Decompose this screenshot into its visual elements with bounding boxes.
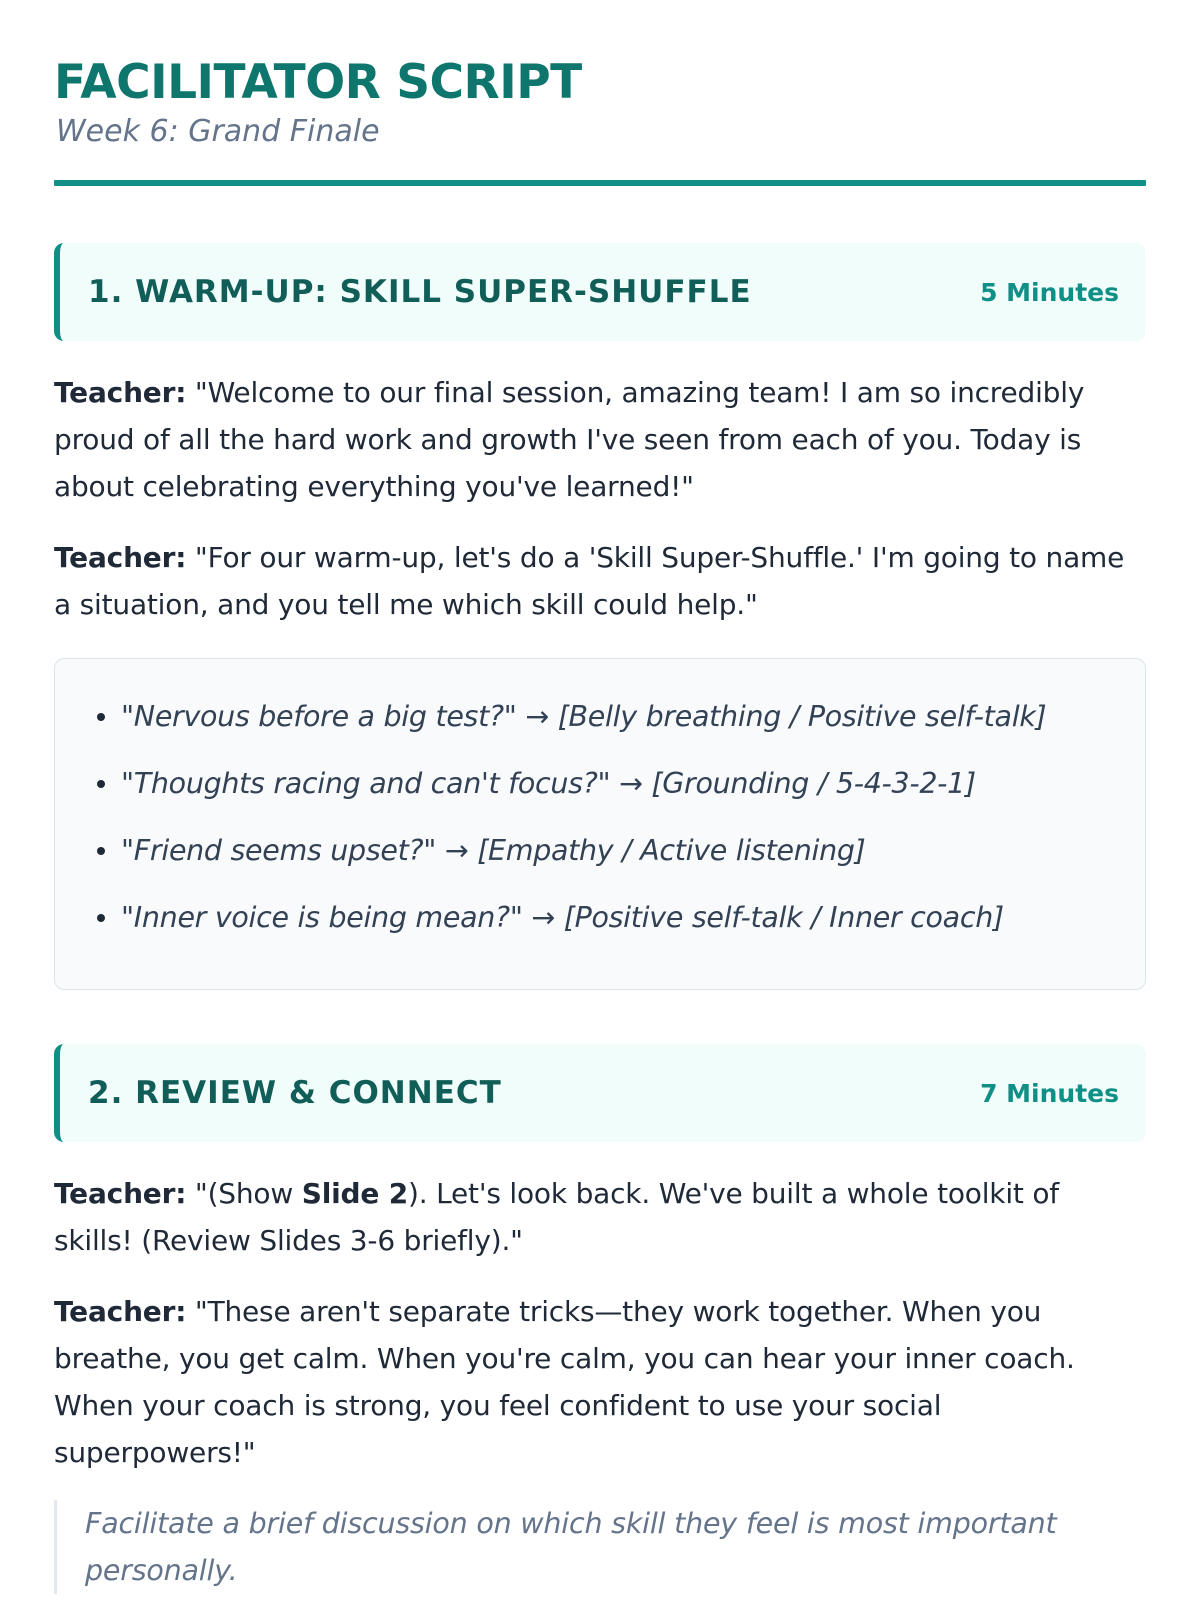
facilitator-note: Facilitate a brief discussion on which skill they feel is most important personally. (54, 1500, 1146, 1594)
script-paragraph (54, 534, 1146, 628)
bullet-icon (97, 847, 105, 855)
bullet-icon (97, 914, 105, 922)
script-text: ). Let's look back. We've built a whole toolkit of skills! (Review Slides 3-6 briefly)." (54, 1177, 1059, 1257)
script-text: "(Show (186, 1177, 302, 1210)
prompt-text: "Inner voice is being mean?" → [Positive self-talk / Inner coach] (121, 901, 1004, 934)
prompt-text: "Thoughts racing and can't focus?" → [Grounding / 5-4-3-2-1] (121, 767, 976, 800)
list-item (97, 884, 1105, 951)
section-warm-up (54, 243, 1146, 990)
speaker-label: Teacher: (54, 1177, 187, 1210)
speaker-label: Teacher: (54, 376, 187, 409)
section-title: 1. WARM-UP: SKILL SUPER-SHUFFLE (88, 274, 752, 310)
script-text: "Welcome to our final session, amazing team! I am so incredibly proud of all the hard work and growth I've seen from each of you. Today is about celebrating everything you've learned!" (54, 376, 1085, 503)
section-header (54, 243, 1146, 341)
prompt-text: "Friend seems upset?" → [Empathy / Active listening] (121, 834, 866, 867)
prompt-list (97, 683, 1105, 951)
section-title: 2. REVIEW & CONNECT (88, 1075, 502, 1111)
script-text: "For our warm-up, let's do a 'Skill Super-Shuffle.' I'm going to name a situation, and you tell me which skill could help." (54, 541, 1125, 621)
list-item (97, 817, 1105, 884)
prompt-box (54, 658, 1146, 990)
script-paragraph (54, 1288, 1146, 1476)
prompt-text: "Nervous before a big test?" → [Belly breathing / Positive self-talk] (121, 700, 1047, 733)
speaker-label: Teacher: (54, 541, 187, 574)
script-text: "These aren't separate tricks—they work together. When you breathe, you get calm. When you're calm, you can hear your inner coach. When your coach is strong, you feel confident to use your social superpowers!" (54, 1295, 1075, 1469)
slide-reference: Slide 2 (301, 1177, 408, 1210)
document-title: FACILITATOR SCRIPT (54, 55, 582, 110)
script-paragraph (54, 1170, 1146, 1264)
script-paragraph (54, 369, 1146, 510)
speaker-label: Teacher: (54, 1295, 187, 1328)
section-duration: 7 Minutes (980, 1078, 1119, 1108)
section-review-connect (54, 1044, 1146, 1594)
section-header (54, 1044, 1146, 1142)
bullet-icon (97, 780, 105, 788)
document-header (54, 0, 1146, 186)
list-item (97, 683, 1105, 750)
list-item (97, 750, 1105, 817)
header-divider (54, 180, 1146, 186)
document-subtitle: Week 6: Grand Finale (56, 114, 380, 149)
bullet-icon (97, 713, 105, 721)
section-duration: 5 Minutes (980, 277, 1119, 307)
